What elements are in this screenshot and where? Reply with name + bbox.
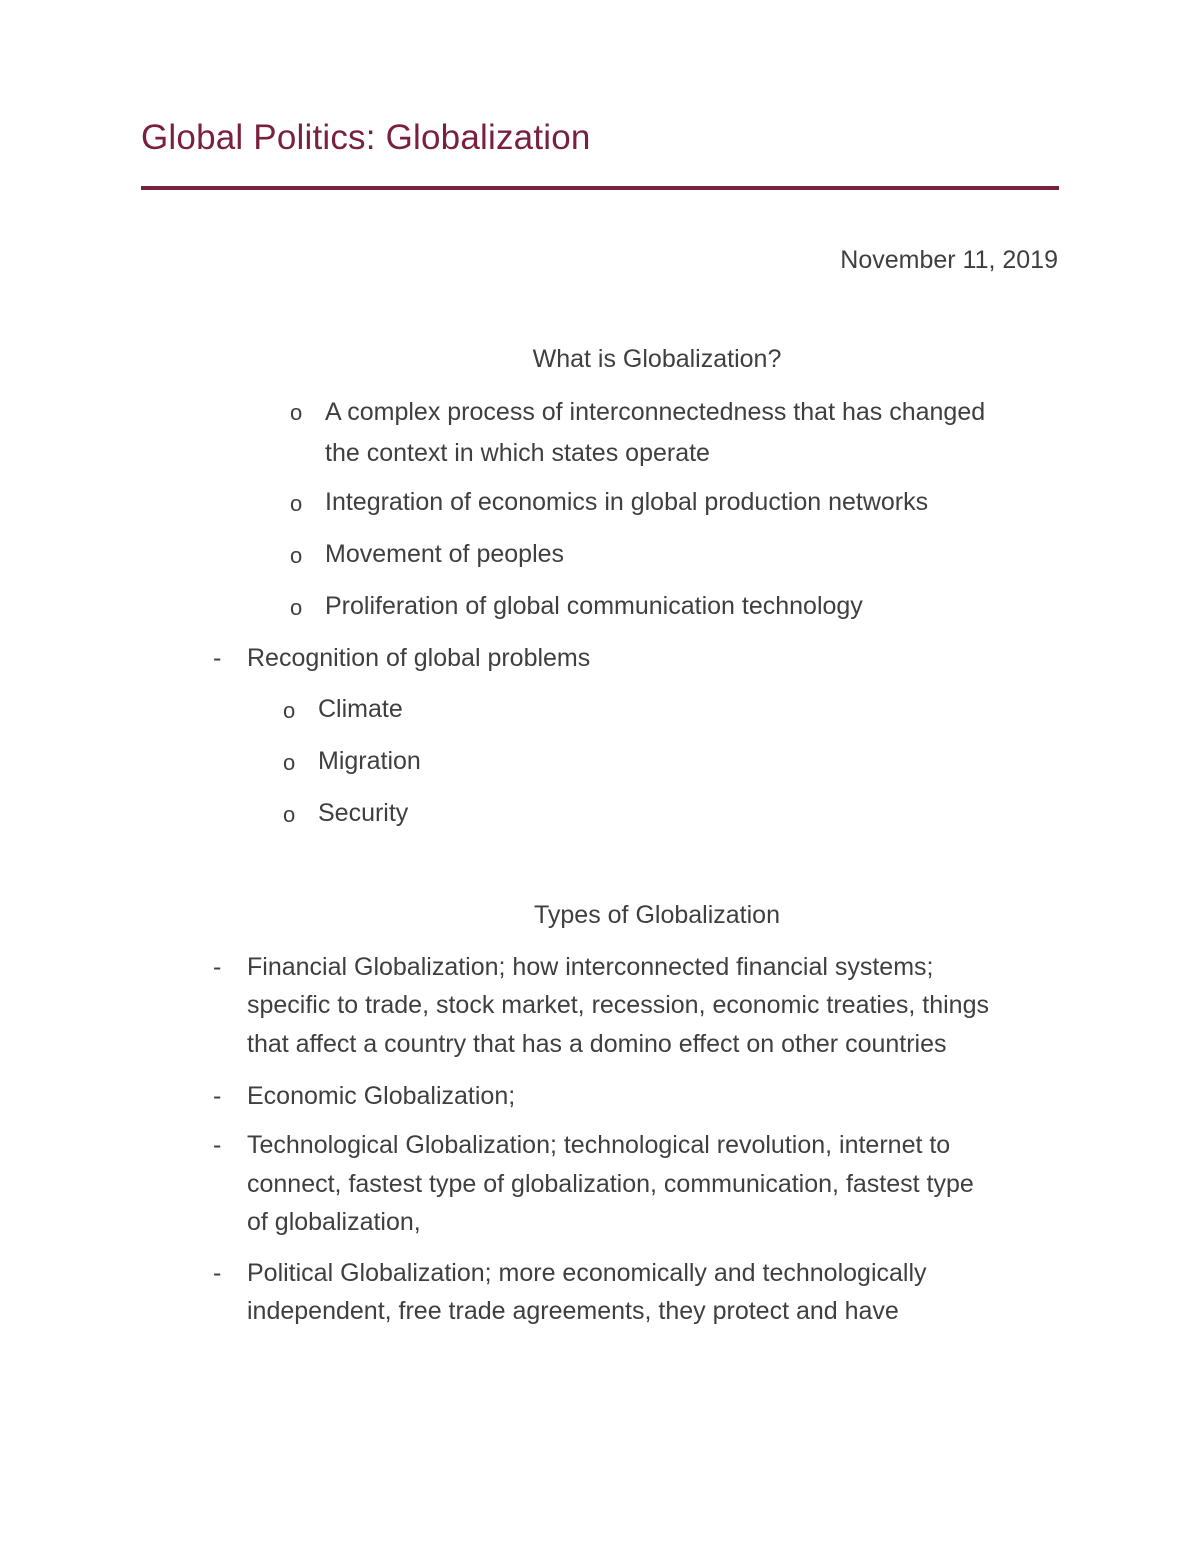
circle-bullet-marker: o — [290, 543, 303, 568]
document-title: Global Politics: Globalization — [141, 118, 591, 157]
dash-bullet-marker: - — [213, 1259, 222, 1287]
list-item-text: specific to trade, stock market, recession, economic treaties, things — [247, 991, 989, 1019]
dash-bullet-marker: - — [213, 953, 222, 981]
list-item-text: Proliferation of global communication technology — [325, 592, 863, 620]
list-item-text: connect, fastest type of globalization, communication, fastest type — [247, 1170, 974, 1198]
circle-bullet-marker: o — [283, 802, 296, 827]
list-item-text: that affect a country that has a domino effect on other countries — [247, 1030, 947, 1058]
document-date: November 11, 2019 — [840, 246, 1058, 274]
list-item-text: the context in which states operate — [325, 439, 710, 467]
list-item-text: Political Globalization; more economically and technologically — [247, 1259, 927, 1287]
list-item-text: Movement of peoples — [325, 540, 565, 568]
circle-bullet-marker: o — [290, 491, 303, 516]
list-item-text: A complex process of interconnectedness that has changed — [325, 398, 986, 426]
title-divider — [141, 186, 1059, 190]
circle-bullet-marker: o — [283, 750, 296, 775]
list-item-text: Integration of economics in global production networks — [325, 488, 929, 516]
list-item-text: Technological Globalization; technological revolution, internet to — [247, 1131, 951, 1159]
dash-bullet-marker: - — [213, 1082, 222, 1110]
list-item-text: of globalization, — [247, 1208, 421, 1236]
dash-bullet-marker: - — [213, 1131, 222, 1159]
list-item-text: independent, free trade agreements, they protect and have — [247, 1297, 899, 1325]
circle-bullet-marker: o — [290, 595, 303, 620]
section-heading-types: Types of Globalization — [534, 901, 780, 929]
list-item-text: Economic Globalization; — [247, 1082, 516, 1110]
list-item-text: Climate — [318, 695, 403, 723]
list-item-text: Recognition of global problems — [247, 644, 591, 672]
list-item-text: Financial Globalization; how interconnected financial systems; — [247, 953, 934, 981]
section-heading-what-is: What is Globalization? — [532, 345, 782, 373]
dash-bullet-marker: - — [213, 644, 222, 672]
circle-bullet-marker: o — [283, 698, 296, 723]
list-item-text: Migration — [318, 747, 421, 775]
circle-bullet-marker: o — [290, 400, 303, 425]
list-item-text: Security — [318, 799, 409, 827]
